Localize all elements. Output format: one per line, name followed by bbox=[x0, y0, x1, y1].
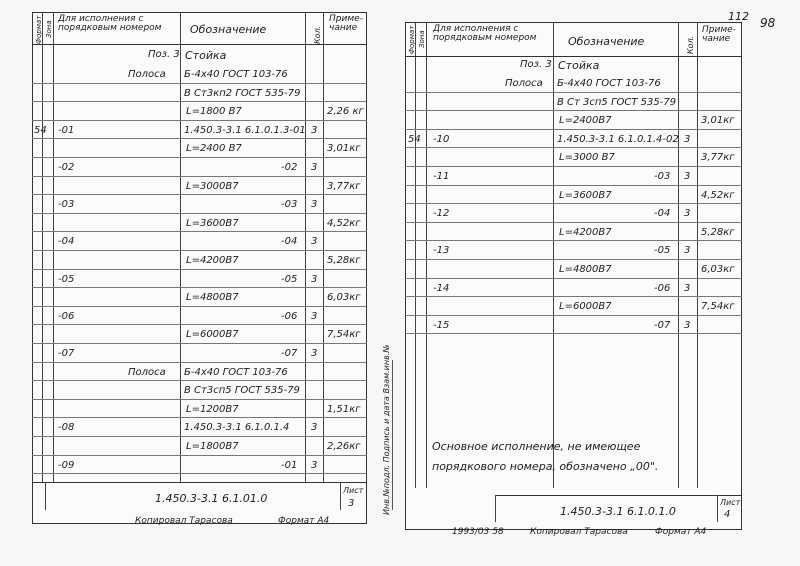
row-qty: 3 bbox=[684, 245, 691, 257]
row-rule bbox=[405, 185, 742, 186]
row-qty: 3 bbox=[311, 310, 318, 322]
right-doc-code: 1.450.3-3.1 6.1.0.1.0 bbox=[560, 505, 676, 518]
left-header-format: Формат bbox=[35, 15, 43, 44]
row-designation: -04 bbox=[281, 236, 298, 248]
row-designation: L=3600В7 bbox=[186, 217, 239, 229]
row-qty: 3 bbox=[311, 162, 318, 173]
right-header-qty: Кол. bbox=[686, 35, 695, 54]
row-rule bbox=[405, 278, 742, 279]
left-format: Формат А4 bbox=[278, 516, 330, 526]
row-qty: 3 bbox=[684, 282, 691, 294]
row-note: 4,52кг bbox=[701, 189, 735, 201]
row-variant: -12 bbox=[433, 208, 450, 220]
left-header-designation: Обозначение bbox=[190, 23, 267, 36]
row-rule bbox=[32, 101, 367, 102]
row-note: 7,54кг bbox=[701, 301, 735, 313]
row-qty: 3 bbox=[684, 171, 691, 182]
row-format: 54 bbox=[34, 124, 47, 136]
row-designation: L=4800В7 bbox=[559, 264, 612, 275]
row-rule bbox=[32, 399, 367, 400]
right-header-zone: Зона bbox=[418, 30, 426, 48]
row-designation: -07 bbox=[281, 348, 298, 359]
left-sheet-label: Лист bbox=[343, 486, 364, 495]
row-variant: -10 bbox=[433, 133, 450, 145]
row-rule bbox=[405, 315, 742, 316]
row-rule bbox=[32, 455, 367, 456]
row-designation: Б-4х40 ГОСТ 103-76 bbox=[184, 366, 288, 378]
row-qty: 3 bbox=[311, 422, 318, 434]
row-rule bbox=[405, 129, 742, 130]
right-header-format: Формат bbox=[408, 25, 416, 54]
row-variant: -04 bbox=[58, 236, 75, 248]
row-designation: -05 bbox=[654, 245, 671, 257]
row-variant: -03 bbox=[58, 199, 75, 211]
row-rule bbox=[32, 157, 367, 158]
row-rule bbox=[32, 436, 367, 437]
left-header-note: Приме-чание bbox=[329, 14, 363, 34]
row-rule bbox=[405, 110, 742, 111]
right-copied: Копировал Тарасова bbox=[530, 527, 628, 537]
row-qty: 3 bbox=[684, 319, 691, 331]
row-rule bbox=[32, 194, 367, 195]
row-designation: -02 bbox=[281, 162, 298, 173]
row-rule bbox=[32, 176, 367, 177]
right-header-note: Приме-чание bbox=[702, 25, 736, 45]
row-designation: L=3000В7 bbox=[186, 180, 239, 192]
left-header-variant: Для исполнения с порядковым номером bbox=[58, 14, 162, 34]
right-sheet-label: Лист bbox=[720, 498, 741, 507]
row-note: 1,51кг bbox=[327, 403, 361, 415]
row-variant: -15 bbox=[433, 319, 450, 331]
row-rule bbox=[405, 92, 742, 93]
row-rule bbox=[405, 222, 742, 223]
row-qty: 3 bbox=[311, 348, 318, 359]
row-qty: 3 bbox=[311, 273, 318, 285]
row-designation: Б-4х40 ГОСТ 103-76 bbox=[557, 78, 661, 89]
row-variant: -11 bbox=[433, 171, 450, 182]
left-part: Стойка bbox=[185, 49, 227, 62]
row-designation: 1.450.3-3.1 6.1.0.1.4 bbox=[184, 422, 290, 434]
row-rule bbox=[32, 83, 367, 84]
row-rule bbox=[32, 473, 367, 474]
right-note-line-2: порядкового номера, обозначено „00". bbox=[432, 460, 659, 473]
row-rule bbox=[32, 417, 367, 418]
left-header-zone: Зона bbox=[45, 20, 53, 38]
right-corner-number: 112 bbox=[728, 10, 749, 23]
row-note: 3,01кг bbox=[327, 143, 361, 155]
row-variant: -14 bbox=[433, 282, 450, 294]
row-designation: L=2400 В7 bbox=[186, 143, 242, 155]
row-qty: 3 bbox=[311, 199, 318, 211]
row-qty: 3 bbox=[684, 133, 691, 145]
row-note: 2,26кг bbox=[327, 441, 361, 452]
row-designation: -05 bbox=[281, 273, 298, 285]
row-rule bbox=[32, 324, 367, 325]
row-rule bbox=[32, 306, 367, 307]
row-variant: -02 bbox=[58, 162, 75, 173]
row-designation: В Ст3сп5 ГОСТ 535-79 bbox=[184, 385, 300, 397]
row-designation: -07 bbox=[654, 319, 671, 331]
row-designation: L=6000В7 bbox=[559, 301, 612, 313]
row-designation: L=1800В7 bbox=[186, 441, 239, 452]
row-variant: -13 bbox=[433, 245, 450, 257]
row-qty: 3 bbox=[311, 124, 318, 136]
row-designation: -03 bbox=[281, 199, 298, 211]
row-rule bbox=[32, 343, 367, 344]
row-rule bbox=[32, 269, 367, 270]
left-pos: Поз. 3 bbox=[148, 49, 180, 60]
row-rule bbox=[32, 213, 367, 214]
row-rule bbox=[32, 362, 367, 363]
row-designation: L=3000 В7 bbox=[559, 152, 615, 164]
row-rule bbox=[405, 296, 742, 297]
right-corner-number-2: 98 bbox=[760, 16, 776, 30]
right-part: Стойка bbox=[558, 59, 600, 72]
row-rule bbox=[32, 250, 367, 251]
row-designation: -01 bbox=[281, 459, 298, 471]
row-rule bbox=[32, 380, 367, 381]
row-note: 3,77кг bbox=[327, 180, 361, 192]
row-note: 6,03кг bbox=[701, 264, 735, 275]
row-rule bbox=[405, 259, 742, 260]
row-note: 3,77кг bbox=[701, 152, 735, 164]
row-designation: -03 bbox=[654, 171, 671, 182]
row-variant: -07 bbox=[58, 348, 75, 359]
row-variant: -05 bbox=[58, 273, 75, 285]
row-material: Полоса bbox=[128, 69, 166, 80]
row-note: 7,54кг bbox=[327, 329, 361, 341]
right-note-line-1: Основное исполнение, не имеющее bbox=[432, 440, 641, 453]
row-designation: L=4800В7 bbox=[186, 292, 239, 304]
right-header-designation: Обозначение bbox=[568, 35, 645, 48]
row-variant: -08 bbox=[58, 422, 75, 434]
row-rule bbox=[32, 120, 367, 121]
row-designation: L=4200В7 bbox=[186, 255, 239, 266]
row-rule bbox=[32, 287, 367, 288]
row-note: 3,01кг bbox=[701, 115, 735, 127]
row-variant: -06 bbox=[58, 310, 75, 322]
row-designation: -06 bbox=[654, 282, 671, 294]
right-format: Формат А4 bbox=[655, 527, 707, 537]
row-note: 4,52кг bbox=[327, 217, 361, 229]
right-side-labels: Инв.№подл. Подпись и дата Взам.инв.№ bbox=[382, 344, 391, 515]
row-rule bbox=[405, 203, 742, 204]
row-designation: L=3600В7 bbox=[559, 189, 612, 201]
row-designation: 1.450.3-3.1 6.1.0.1.3-01 bbox=[184, 124, 306, 136]
row-note: 2,26 кг bbox=[327, 106, 364, 118]
row-designation: В Ст 3сп5 ГОСТ 535-79 bbox=[557, 96, 677, 108]
left-sheet-number: 3 bbox=[348, 498, 355, 509]
right-sheet-number: 4 bbox=[724, 509, 731, 520]
row-note: 6,03кг bbox=[327, 292, 361, 304]
left-header-qty: Кол. bbox=[313, 25, 322, 44]
row-rule bbox=[405, 333, 742, 334]
right-stamp: 1993/03 58 bbox=[452, 527, 504, 537]
row-designation: L=2400В7 bbox=[559, 115, 612, 127]
right-pos: Поз. 3 bbox=[520, 59, 552, 70]
row-material: Полоса bbox=[505, 78, 543, 89]
row-designation: Б-4х40 ГОСТ 103-76 bbox=[184, 69, 288, 80]
row-designation: L=1800 В7 bbox=[186, 106, 242, 118]
row-rule bbox=[405, 166, 742, 167]
row-rule bbox=[405, 240, 742, 241]
left-copied: Копировал Тарасова bbox=[135, 516, 233, 526]
row-format: 54 bbox=[408, 133, 421, 145]
row-designation: 1.450.3-3.1 6.1.0.1.4-02 bbox=[557, 133, 679, 145]
row-designation: L=4200В7 bbox=[559, 226, 612, 238]
right-header-variant: Для исполнения с порядковым номером bbox=[433, 24, 537, 44]
row-designation: -04 bbox=[654, 208, 671, 220]
row-qty: 3 bbox=[684, 208, 691, 220]
row-note: 5,28кг bbox=[327, 255, 361, 266]
row-rule bbox=[32, 138, 367, 139]
row-rule bbox=[405, 147, 742, 148]
row-variant: -09 bbox=[58, 459, 75, 471]
row-qty: 3 bbox=[311, 236, 318, 248]
row-variant: -01 bbox=[58, 124, 75, 136]
left-doc-code: 1.450.3-3.1 6.1.01.0 bbox=[155, 492, 268, 505]
row-material: Полоса bbox=[128, 366, 166, 378]
row-designation: В Ст3кп2 ГОСТ 535-79 bbox=[184, 87, 301, 99]
row-note: 5,28кг bbox=[701, 226, 735, 238]
row-designation: L=1200В7 bbox=[186, 403, 239, 415]
row-designation: -06 bbox=[281, 310, 298, 322]
row-rule bbox=[32, 231, 367, 232]
row-qty: 3 bbox=[311, 459, 318, 471]
row-designation: L=6000В7 bbox=[186, 329, 239, 341]
